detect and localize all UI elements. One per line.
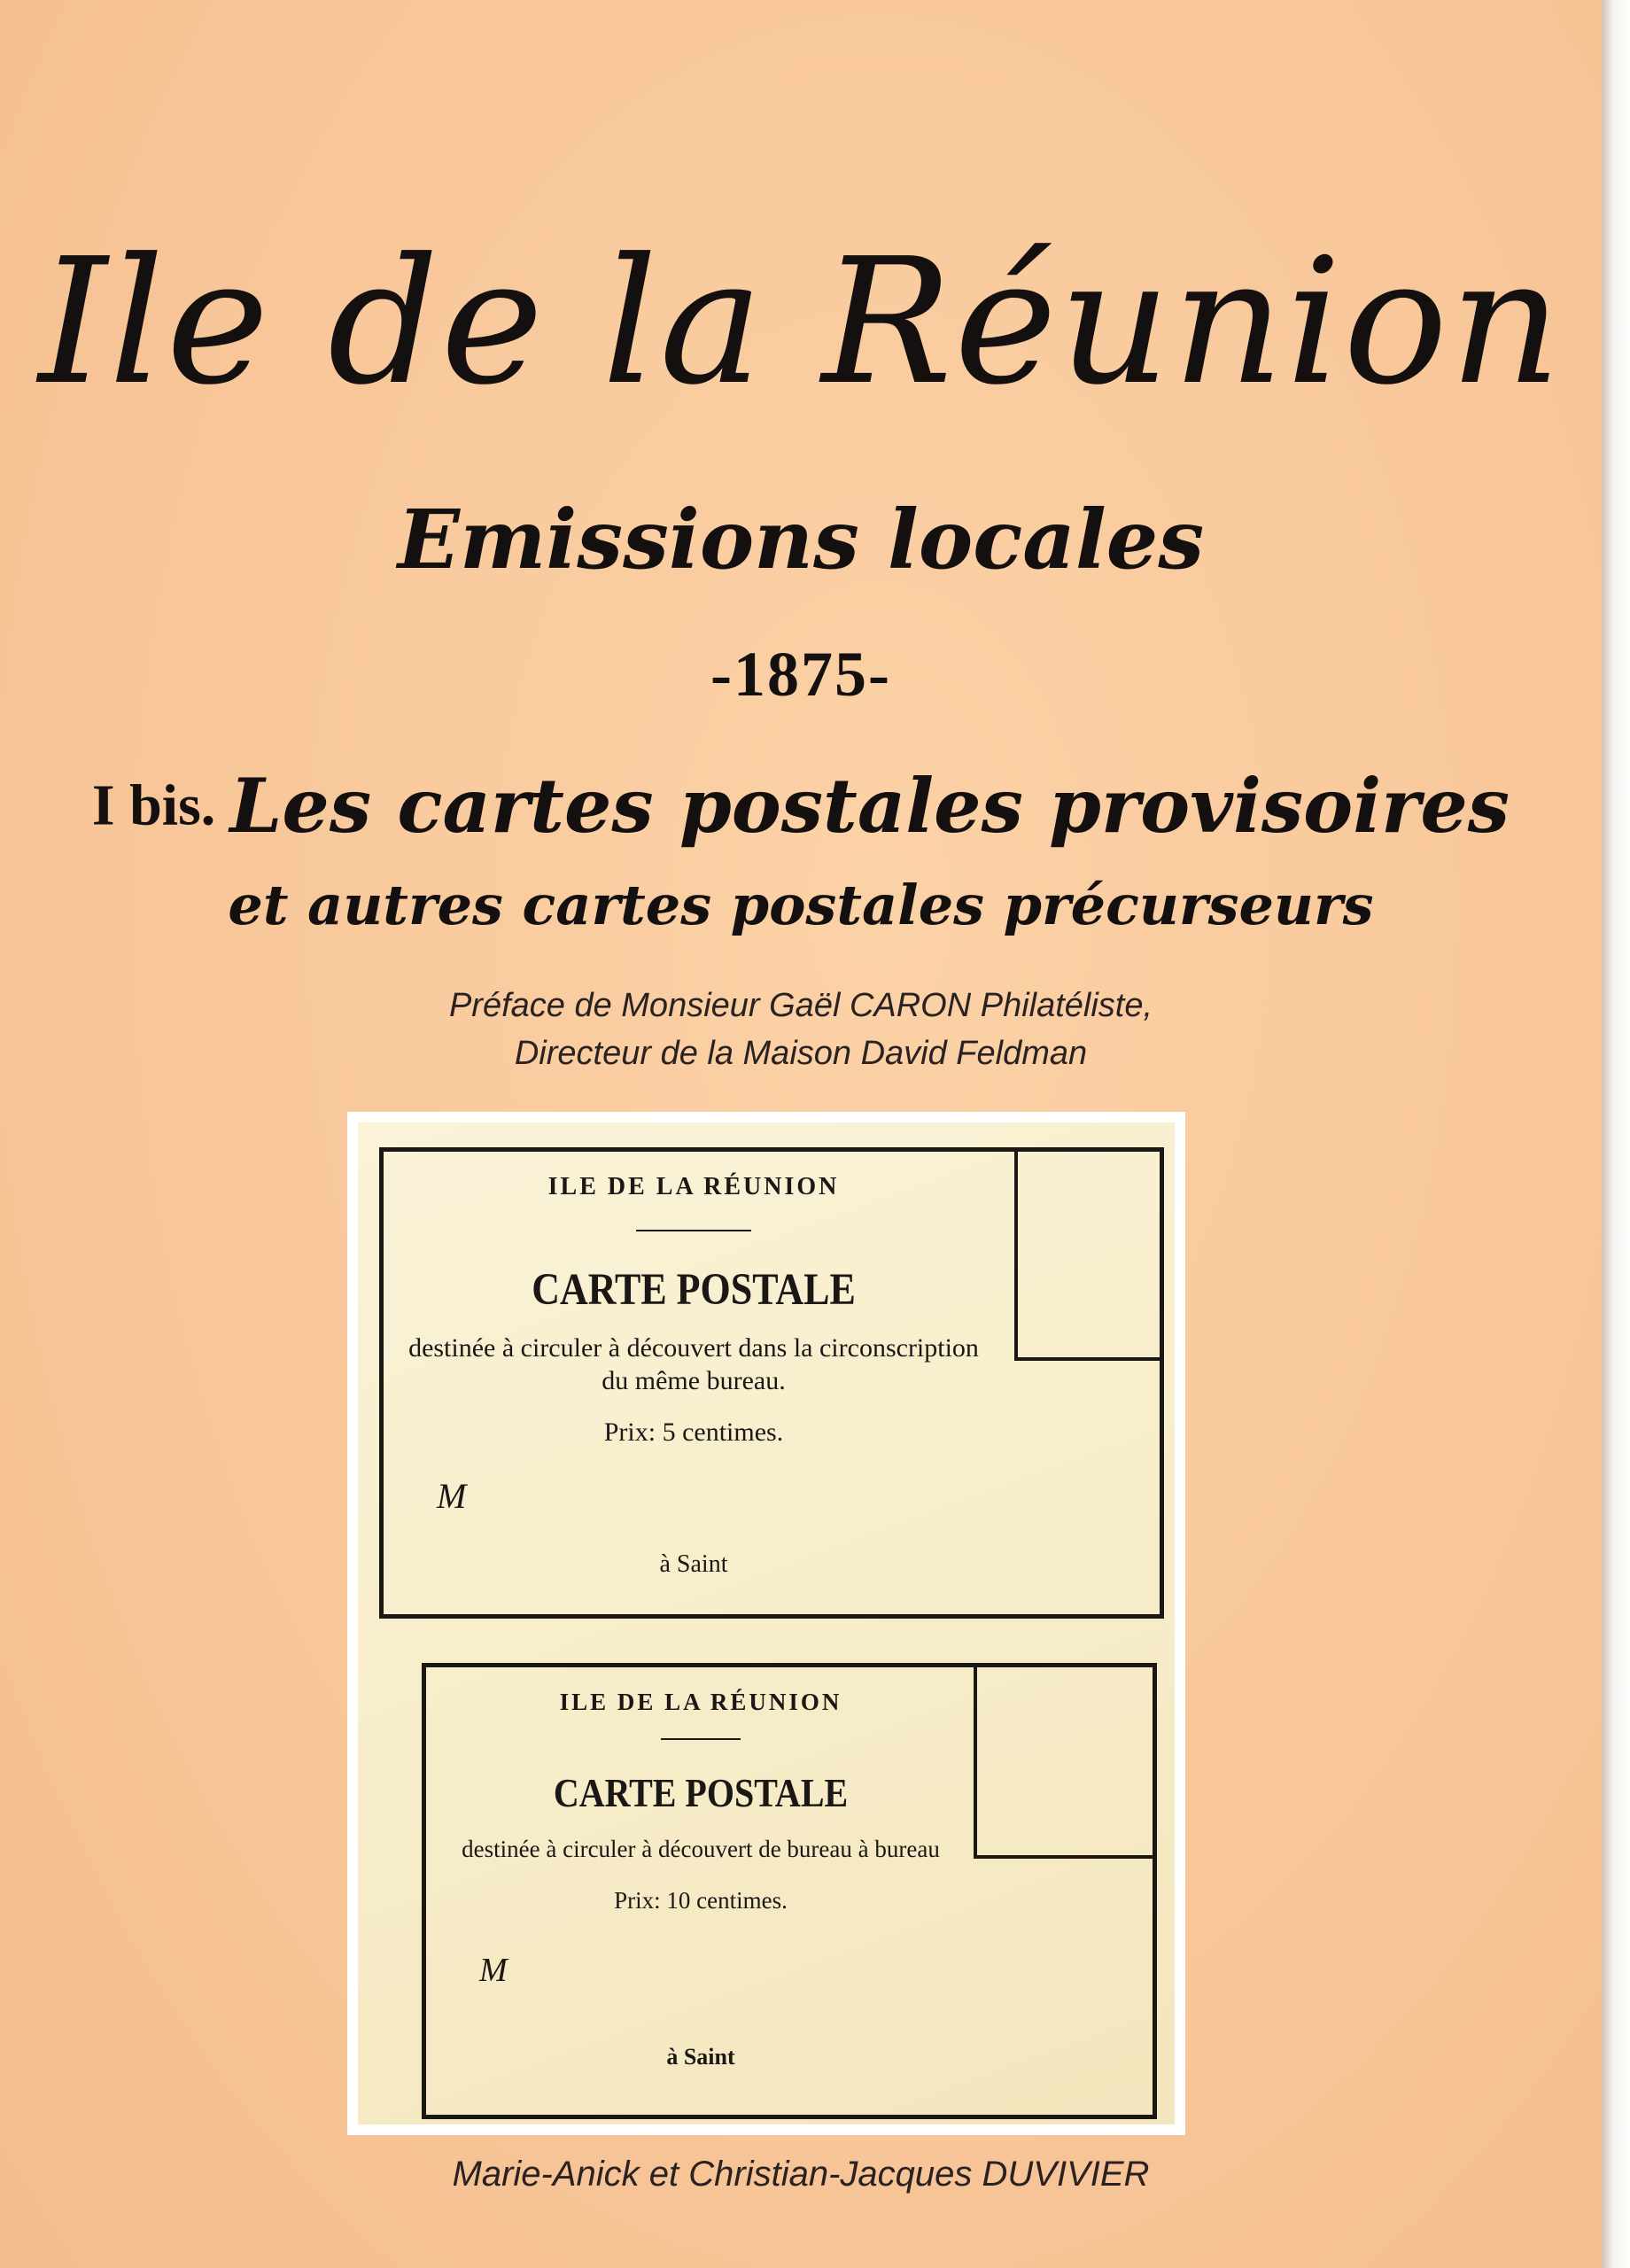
- illustration-frame: [347, 1112, 1185, 2135]
- card-price: Prix: 5 centimes.: [603, 1418, 784, 1447]
- volume-subtitle: et autres cartes postales précurseurs: [228, 873, 1374, 937]
- card-description: destinée à circuler à découvert dans la circonscription: [408, 1333, 979, 1363]
- card-place: à Saint: [666, 2044, 735, 2070]
- card-addressee: M: [479, 1952, 508, 1989]
- card-header: ILE DE LA RÉUNION: [547, 1173, 840, 1200]
- volume-heading: [0, 762, 1602, 850]
- card-description-cont: du même bureau.: [602, 1366, 786, 1395]
- book-authors: Marie-Anick et Christian-Jacques DUVIVIER: [452, 2155, 1150, 2194]
- postcard-5-centimes: [379, 1147, 1164, 1619]
- postcard-illustration: [358, 1122, 1175, 2124]
- stamp-box: [1014, 1152, 1160, 1361]
- card-description: destinée à circuler à découvert de bureau à bureau: [462, 1836, 940, 1862]
- card-title: CARTE POSTALE: [532, 1264, 856, 1315]
- preface-line-2: Directeur de la Maison David Feldman: [514, 1035, 1088, 1072]
- card-place: à Saint: [659, 1550, 728, 1578]
- page-edge: [1602, 0, 1630, 2268]
- card-addressee: M: [437, 1476, 467, 1516]
- card-divider: [661, 1738, 741, 1740]
- stamp-box: [974, 1667, 1153, 1859]
- preface-line-1: Préface de Monsieur Gaël CARON Philatéliste,: [448, 987, 1153, 1024]
- card-divider: [636, 1230, 751, 1231]
- book-subtitle: Emissions locales: [397, 492, 1205, 587]
- volume-number: I bis.: [91, 773, 216, 838]
- book-year: -1875-: [710, 639, 891, 710]
- postcard-10-centimes: [422, 1663, 1157, 2119]
- card-title: CARTE POSTALE: [553, 1769, 849, 1816]
- book-title: Ile de la Réunion: [38, 221, 1564, 423]
- card-header: ILE DE LA RÉUNION: [559, 1689, 842, 1715]
- card-price: Prix: 10 centimes.: [614, 1887, 788, 1914]
- volume-title: Les cartes postales provisoires: [229, 762, 1510, 850]
